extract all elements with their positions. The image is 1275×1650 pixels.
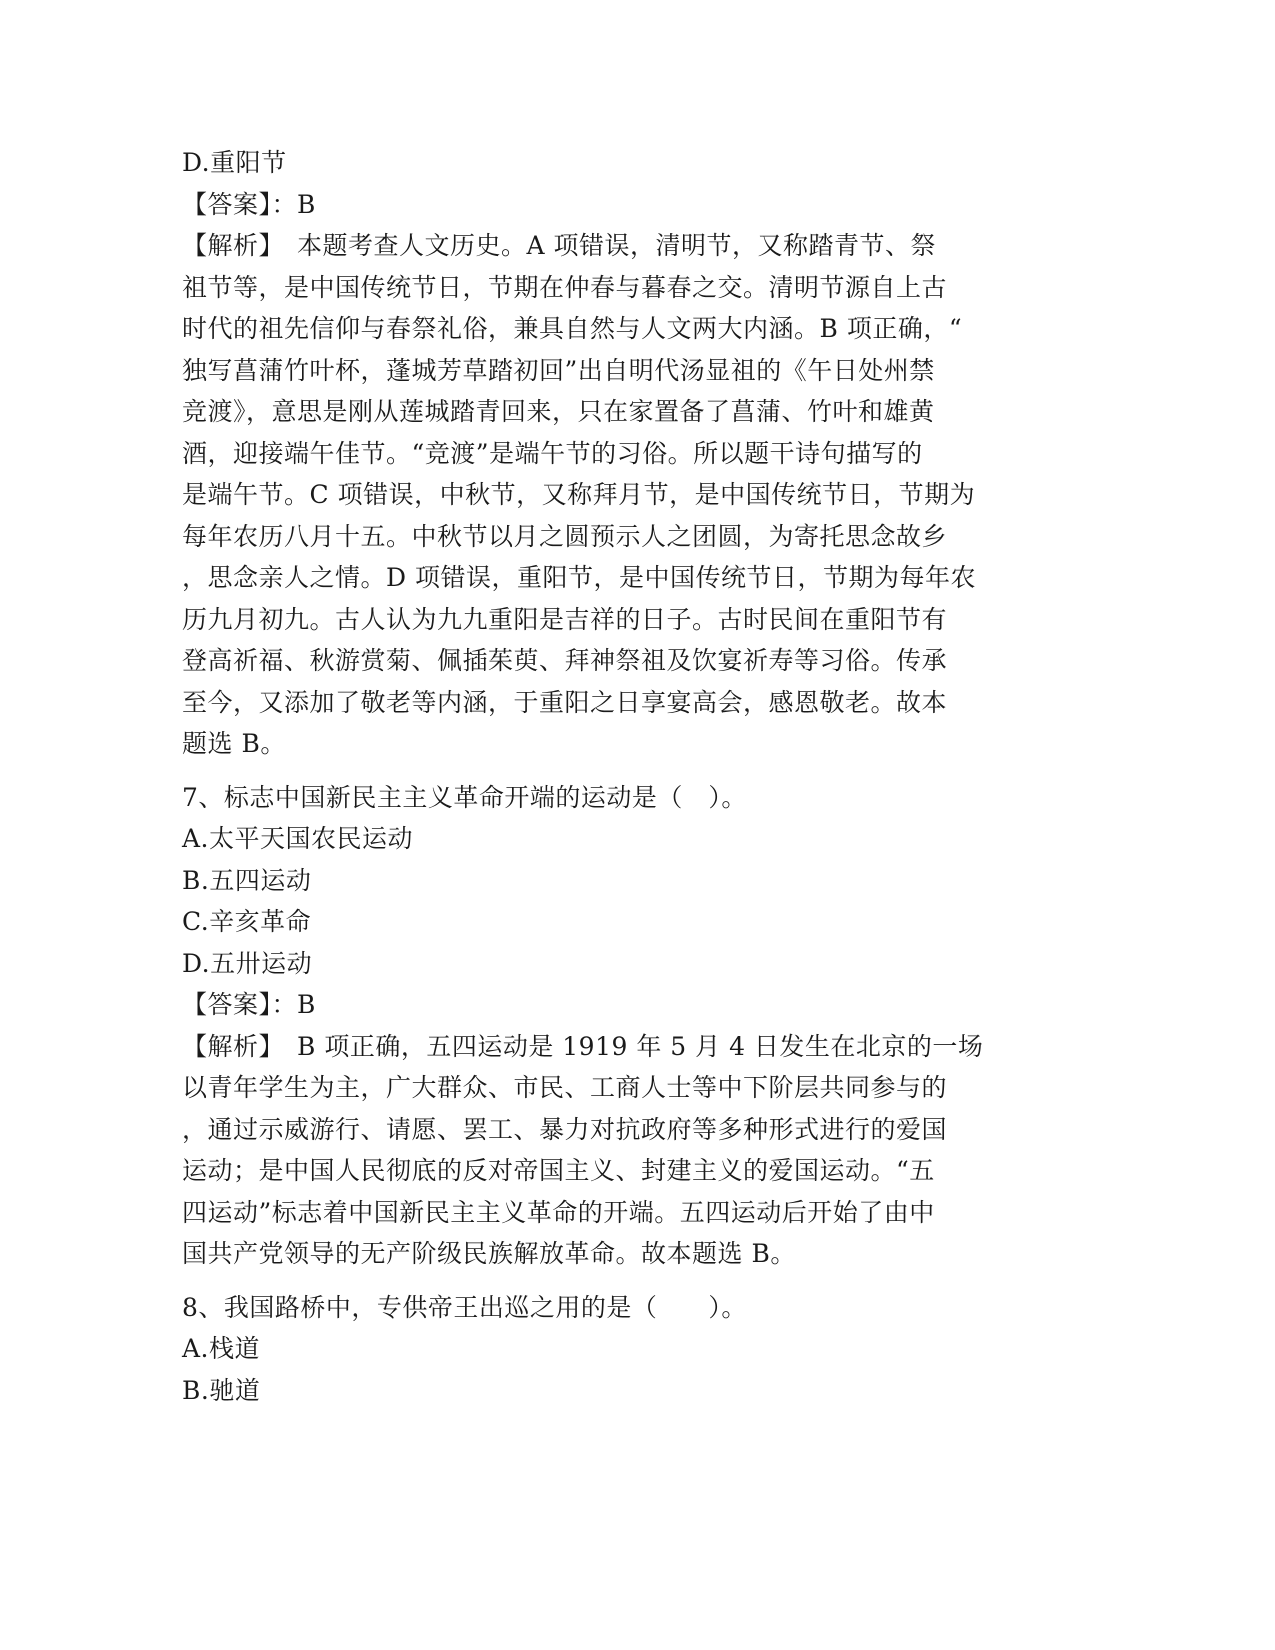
explanation-line: 【解析】 B 项正确，五四运动是 1919 年 5 月 4 日发生在北京的一场	[182, 1031, 984, 1061]
explanation-line: 【解析】 本题考查人文历史。A 项错误，清明节，又称踏青节、祭	[182, 231, 937, 260]
explanation-line: ，思念亲人之情。D 项错误，重阳节，是中国传统节日，节期为每年农	[182, 563, 976, 592]
explanation-line: 运动；是中国人民彻底的反对帝国主义、封建主义的爱国运动。“五	[182, 1156, 935, 1185]
explanation-line: 独写菖蒲竹叶杯，蓬城芳草踏初回”出自明代汤显祖的《午日处州禁	[182, 355, 935, 385]
answer-line: 【答案】：B	[182, 990, 316, 1019]
option-b: B.五四运动	[182, 865, 312, 895]
option-d: D.重阳节	[182, 148, 287, 177]
question-8	[182, 1287, 1042, 1412]
explanation-line: 登高祈福、秋游赏菊、佩插茱萸、拜神祭祖及饮宴祈寿等习俗。传承	[182, 646, 948, 675]
block-gap	[182, 1275, 1042, 1287]
explanation-line: 历九月初九。古人认为九九重阳是吉祥的日子。古时民间在重阳节有	[182, 604, 948, 634]
answer-line: 【答案】：B	[182, 189, 316, 219]
question-stem: 7、标志中国新民主主义革命开端的运动是（ ）。	[182, 782, 747, 812]
question-6-tail	[182, 142, 1042, 765]
explanation-line: 祖节等，是中国传统节日，节期在仲春与暮春之交。清明节源自上古	[182, 272, 948, 302]
option-c: C.辛亥革命	[182, 907, 312, 936]
explanation-line: 四运动”标志着中国新民主主义革命的开端。五四运动后开始了由中	[182, 1197, 935, 1227]
question-7	[182, 777, 1042, 1275]
explanation-line: 是端午节。C 项错误，中秋节，又称拜月节，是中国传统节日，节期为	[182, 480, 976, 509]
question-stem: 8、我国路桥中，专供帝王出巡之用的是（ ）。	[182, 1292, 747, 1322]
option-d: D.五卅运动	[182, 948, 313, 978]
explanation-line: ，通过示威游行、请愿、罢工、暴力对抗政府等多种形式进行的爱国	[182, 1114, 948, 1144]
document-page	[182, 142, 1042, 1411]
explanation-line: 每年农历八月十五。中秋节以月之圆预示人之团圆，为寄托思念故乡	[182, 521, 948, 551]
option-a: A.栈道	[182, 1334, 261, 1363]
block-gap	[182, 765, 1042, 777]
explanation-line: 竞渡》，意思是刚从莲城踏青回来，只在家置备了菖蒲、竹叶和雄黄	[182, 397, 935, 426]
explanation-line: 时代的祖先信仰与春祭礼俗，兼具自然与人文两大内涵。B 项正确，“	[182, 314, 963, 343]
option-b: B.驰道	[182, 1375, 261, 1405]
explanation-line: 至今，又添加了敬老等内涵，于重阳之日享宴高会，感恩敬老。故本	[182, 687, 948, 717]
explanation-line: 酒，迎接端午佳节。“竞渡”是端午节的习俗。所以题干诗句描写的	[182, 438, 923, 468]
explanation-line: 题选 B。	[182, 729, 286, 758]
explanation-line: 以青年学生为主，广大群众、市民、工商人士等中下阶层共同参与的	[182, 1073, 948, 1102]
explanation-line: 国共产党领导的无产阶级民族解放革命。故本题选 B。	[182, 1239, 796, 1268]
option-a: A.太平天国农民运动	[182, 824, 414, 853]
